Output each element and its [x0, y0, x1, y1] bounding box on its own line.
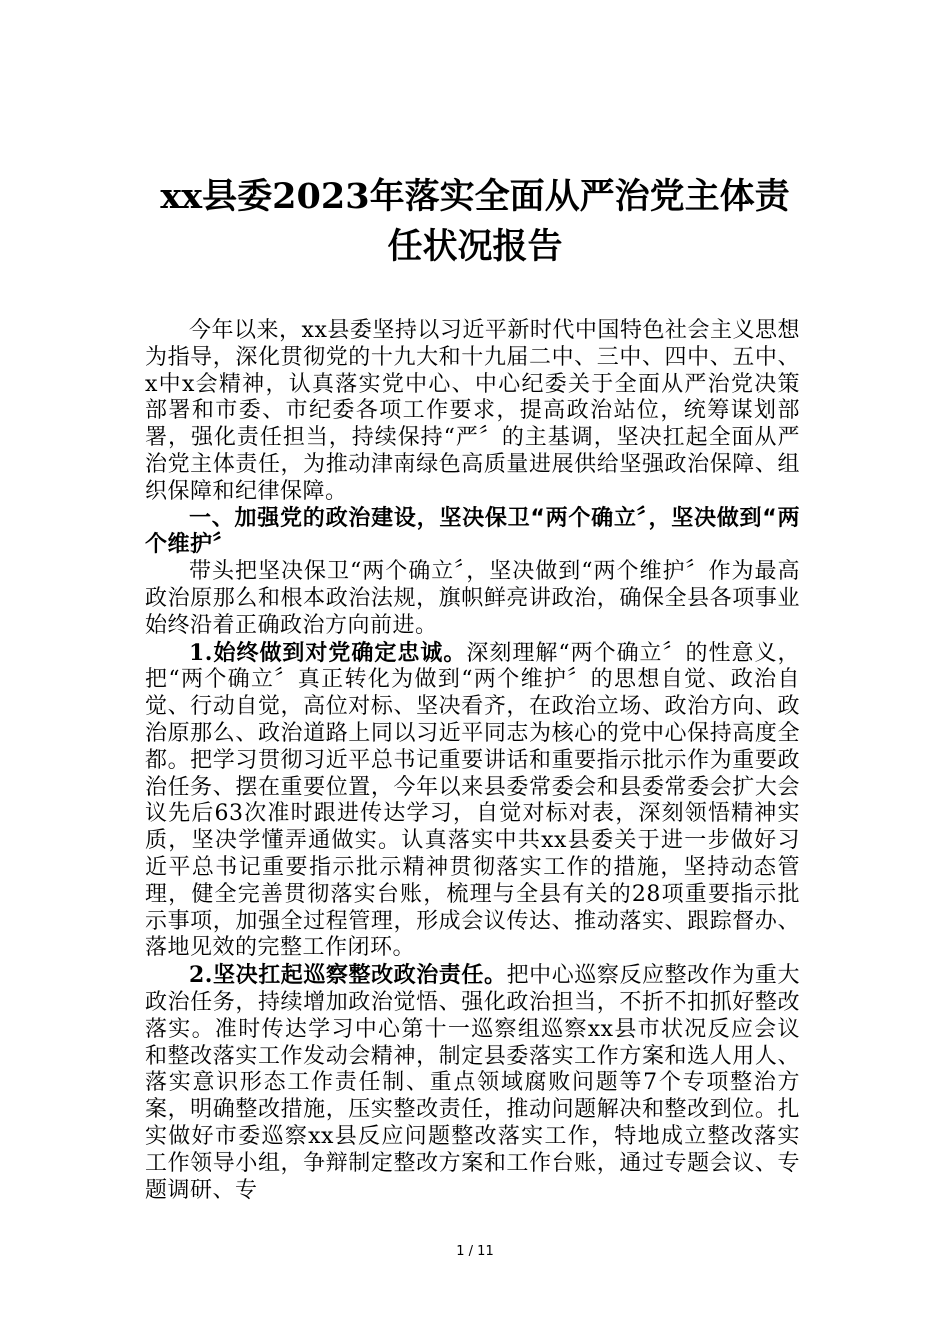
- item-paragraph-2: [145, 962, 800, 1204]
- section-paragraph: 带头把坚决保卫“两个确立〞，坚决做到“两个维护〞作为最高政治原那么和根本政治法规，旗帜鲜亮讲政治，确保全县各项事业始终沿着正确政治方向前进。: [145, 559, 800, 638]
- document-body: [145, 318, 800, 1204]
- document-title: xx县委2023年落实全面从严治党主体责任状况报告: [160, 176, 790, 267]
- item-lead-1: 1.始终做到对党确定忠诚。: [189, 639, 467, 666]
- item-lead-2: 2.坚决扛起巡察整改政治责任。: [189, 962, 507, 989]
- item-text-2: 把中心巡察反应整改作为重大政治任务，持续增加政治觉悟、强化政治担当，不折不扣抓好整改落实。准时传达学习中心第十一巡察组巡察xx县市状况反应会议和整改落实工作发动会精神，制定县委落实工作方案和选人用人、落实意识形态工作责任制、重点领域腐败问题等7个专项整治方案，明确整改措施，压实整改责任，推动问题解决和整改到位。扎实做好市委巡察xx县反应问题整改落实工作，特地成立整改落实工作领导小组，争辩制定整改方案和工作台账，通过专题会议、专题调研、专: [145, 963, 800, 1203]
- item-text-1: 深刻理解“两个确立〞的性意义，把“两个确立〞真正转化为做到“两个维护〞的思想自觉、政治自觉、行动自觉，高位对标、坚决看齐，在政治立场、政治方向、政治原那么、政治道路上同以习近平同志为核心的党中心保持高度全都。把学习贯彻习近平总书记重要讲话和重要指示批示作为重要政治任务、摆在重要位置，今年以来县委常委会和县委常委会扩大会议先后63次准时跟进传达学习，自觉对标对表，深刻领悟精神实质，坚决学懂弄通做实。认真落实中共xx县委关于进一步做好习近平总书记重要指示批示精神贯彻落实工作的措施，坚持动态管理，健全完善贯彻落实台账，梳理与全县有关的28项重要指示批示事项，加强全过程管理，形成会议传达、推动落实、跟踪督办、落地见效的完整工作闭环。: [145, 640, 801, 961]
- section-heading: 一、加强党的政治建设，坚决保卫“两个确立〞，坚决做到“两个维护〞: [145, 505, 800, 558]
- page-number: 1 / 11: [456, 1244, 494, 1259]
- intro-paragraph: 今年以来，xx县委坚持以习近平新时代中国特色社会主义思想为指导，深化贯彻党的十九大和十九届二中、三中、四中、五中、x中x会精神，认真落实党中心、中心纪委关于全面从严治党决策部署和市委、市纪委各项工作要求，提高政治站位，统筹谋划部署，强化责任担当，持续保持“严〞的主基调，坚决扛起全面从严治党主体责任，为推动津南绿色高质量进展供给坚强政治保障、组织保障和纪律保障。: [145, 318, 800, 504]
- item-paragraph-1: [145, 640, 800, 963]
